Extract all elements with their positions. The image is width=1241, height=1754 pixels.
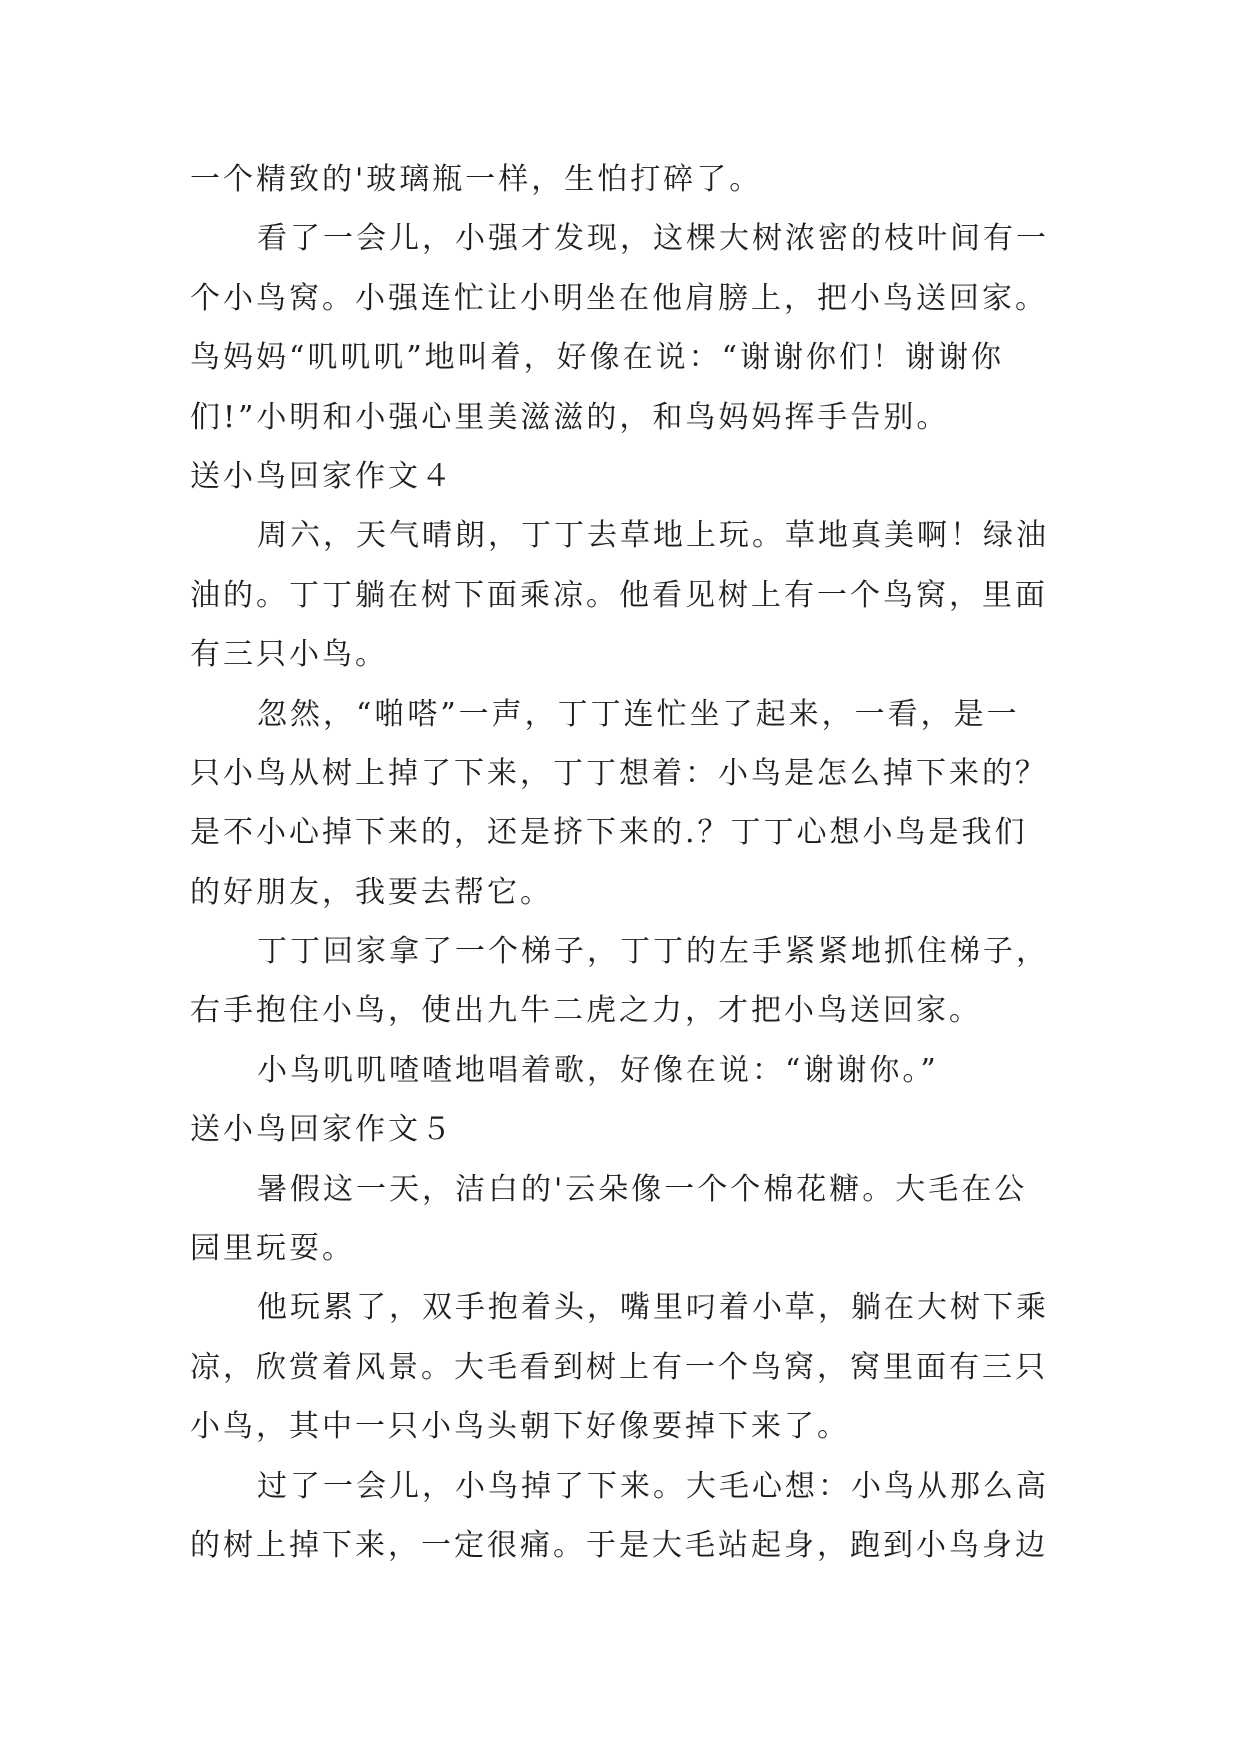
text-line: 送小鸟回家作文４ (190, 458, 454, 494)
paragraph-first-line: 暑假这一天，洁白的'云朵像一个个棉花糖。大毛在公 (257, 1171, 1028, 1207)
paragraph-first-line: 丁丁回家拿了一个梯子，丁丁的左手紧紧地抓住梯子， (257, 934, 1049, 970)
text-line: 个小鸟窝。小强连忙让小明坐在他肩膀上，把小鸟送回家。 (190, 280, 1048, 316)
text-line: 凉，欣赏着风景。大毛看到树上有一个鸟窝，窝里面有三只 (190, 1349, 1048, 1385)
text-line: 鸟妈妈“叽叽叽”地叫着，好像在说：“谢谢你们！谢谢你 (190, 340, 1005, 376)
text-line: 右手抱住小鸟，使出九牛二虎之力，才把小鸟送回家。 (190, 993, 982, 1029)
paragraph-first-line: 他玩累了，双手抱着头，嘴里叼着小草，躺在大树下乘 (257, 1290, 1049, 1326)
text-line: 只小鸟从树上掉了下来，丁丁想着：小鸟是怎么掉下来的？ (190, 755, 1048, 791)
text-line: 一个精致的'玻璃瓶一样，生怕打碎了。 (190, 162, 763, 197)
text-line: 有三只小鸟。 (190, 637, 388, 673)
text-line: 的好朋友，我要去帮它。 (190, 874, 553, 910)
text-line: 是不小心掉下来的，还是挤下来的.？丁丁心想小鸟是我们 (190, 815, 1028, 851)
paragraph-first-line: 小鸟叽叽喳喳地唱着歌，好像在说：“谢谢你。” (257, 1052, 939, 1088)
paragraph-first-line: 周六，天气晴朗，丁丁去草地上玩。草地真美啊！绿油 (257, 518, 1049, 554)
text-line: 的树上掉下来，一定很痛。于是大毛站起身，跑到小鸟身边 (190, 1527, 1048, 1563)
text-line: 园里玩耍。 (190, 1231, 355, 1267)
document-body (190, 150, 1070, 1575)
paragraph-first-line: 忽然，“啪嗒”一声，丁丁连忙坐了起来，一看，是一 (257, 696, 1020, 732)
text-line: 油的。丁丁躺在树下面乘凉。他看见树上有一个鸟窝，里面 (190, 577, 1048, 613)
text-line: 送小鸟回家作文５ (190, 1112, 454, 1148)
text-line: 小鸟，其中一只小鸟头朝下好像要掉下来了。 (190, 1409, 850, 1445)
paragraph-first-line: 过了一会儿，小鸟掉了下来。大毛心想：小鸟从那么高 (257, 1468, 1049, 1504)
paragraph-first-line: 看了一会儿，小强才发现，这棵大树浓密的枝叶间有一 (257, 221, 1049, 257)
text-line: 们!”小明和小强心里美滋滋的，和鸟妈妈挥手告别。 (190, 399, 950, 435)
